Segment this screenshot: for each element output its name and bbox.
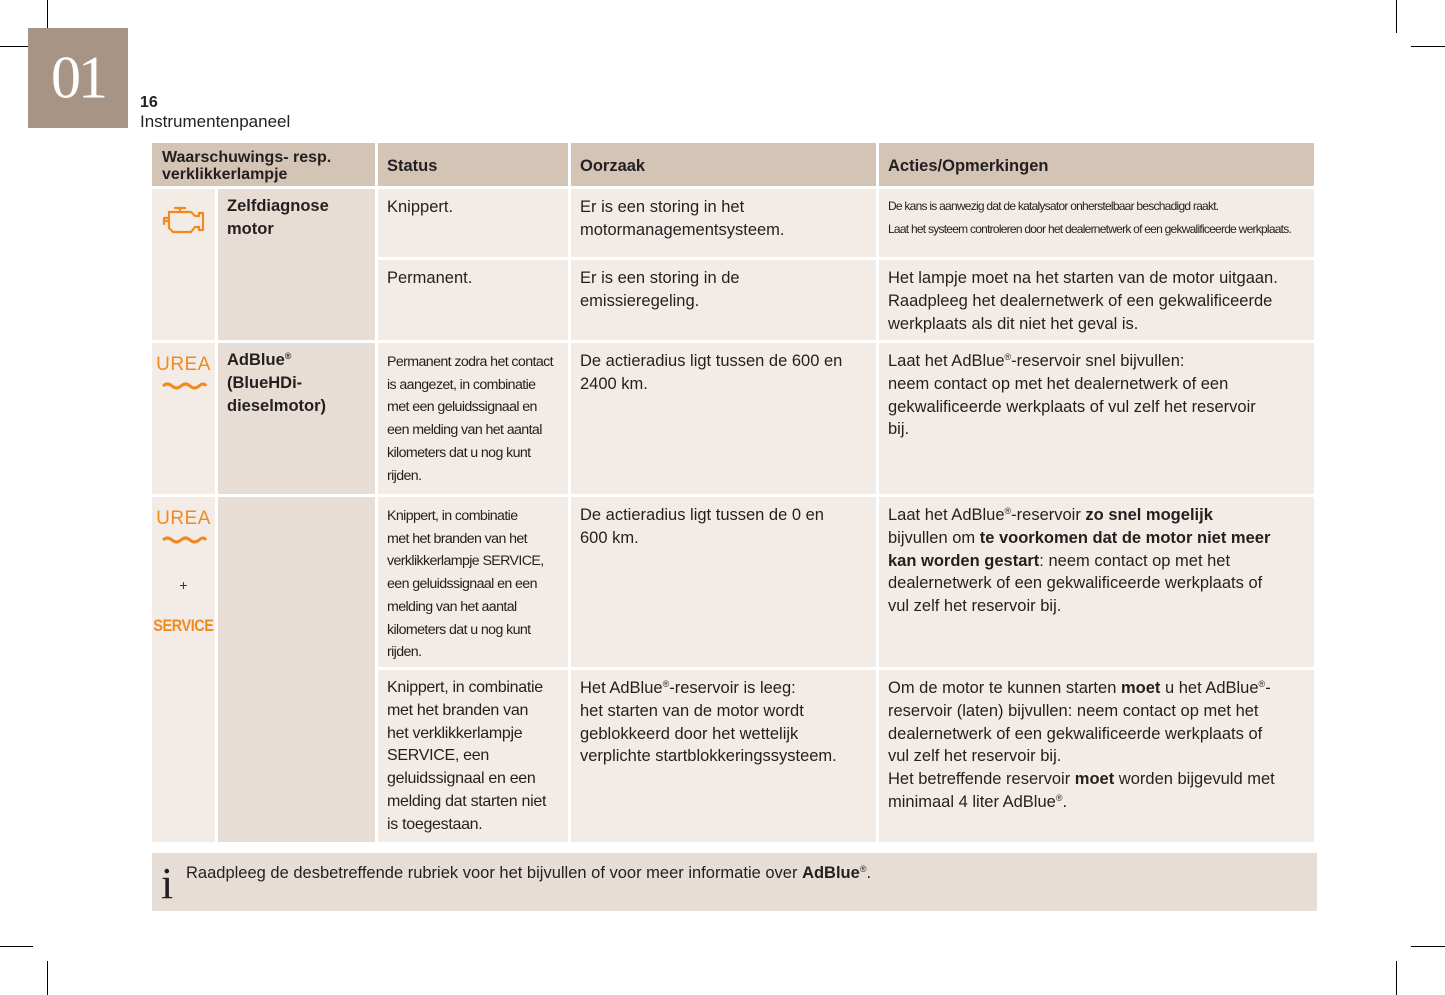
crop-mark — [1396, 0, 1397, 33]
engine-icon-cell — [152, 189, 218, 343]
plus-sign: + — [179, 576, 188, 593]
warning-lamp-table — [152, 143, 1317, 845]
table-cell-actions: Om de motor te kunnen starten moet u het AdBlue®- reservoir (laten) bijvullen: neem contact op met het dealernetwerk of een gekwalificeerde werkplaats of vul zelf het reservoir bij. Het betreffende reservoir moet worden bijgevuld met minimaal 4 liter AdBlue®. — [879, 670, 1317, 845]
header-lamp: Waarschuwings- resp. verklikkerlampje — [152, 143, 378, 189]
crop-mark — [47, 961, 48, 995]
table-cell-status: Permanent zodra het contact is aangezet, in combinatie met een geluidssignaal en een melding van het aantal kilometers dat u nog kunt rijden. — [378, 343, 571, 497]
table-cell-status: Knippert, in combinatie met het branden van het verklikkerlampje SERVICE, een geluidssignaal en een melding dat starten niet is toegestaan. — [378, 670, 571, 845]
urea-label: UREA — [156, 354, 211, 375]
crop-mark — [0, 946, 33, 947]
section-title: Instrumentenpaneel — [140, 112, 291, 131]
page-number: 16 — [140, 94, 158, 111]
crop-mark — [1411, 946, 1445, 947]
header-cause: Oorzaak — [571, 143, 879, 189]
chapter-badge — [28, 28, 128, 128]
table-cell-cause: De actieradius ligt tussen de 600 en 2400 km. — [571, 343, 879, 497]
table-cell-actions: Laat het AdBlue®-reservoir snel bijvullen: neem contact op met het dealernetwerk of een gekwalificeerde werkplaats of vul zelf het reservoir bij. — [879, 343, 1317, 497]
urea-service-icon-cell — [152, 497, 218, 845]
header-status: Status — [378, 143, 571, 189]
urea-wave-icon — [161, 529, 207, 552]
urea-label: UREA — [156, 508, 211, 529]
info-icon: i — [161, 859, 174, 908]
table-cell-actions: Het lampje moet na het starten van de motor uitgaan. Raadpleeg het dealernetwerk of een gekwalificeerde werkplaats als dit niet het geval is. — [879, 260, 1317, 343]
info-text: Raadpleeg de desbetreffende rubriek voor het bijvullen of voor meer informatie over AdBlue®. — [186, 864, 872, 882]
header-actions: Acties/Opmerkingen — [879, 143, 1317, 189]
crop-mark — [1411, 46, 1445, 47]
table-cell-status: Permanent. — [378, 260, 571, 343]
table-cell-actions: De kans is aanwezig dat de katalysator onherstelbaar beschadigd raakt. Laat het systeem controleren door het dealernetwerk of een gekwalificeerde werkplaats. — [879, 189, 1317, 260]
service-label: SERVICE — [153, 615, 214, 635]
engine-label: Zelfdiagnose motor — [218, 189, 378, 343]
table-cell-cause: Er is een storing in de emissieregeling. — [571, 260, 879, 343]
crop-mark — [1396, 961, 1397, 995]
chapter-number: 01 — [51, 44, 105, 111]
urea-service-label — [218, 497, 378, 845]
table-cell-cause: De actieradius ligt tussen de 0 en 600 km. — [571, 497, 879, 670]
urea-wave-icon — [161, 375, 207, 398]
engine-warning-icon — [161, 202, 207, 245]
table-cell-status: Knippert, in combinatie met het branden van het verklikkerlampje SERVICE, een geluidssignaal en een melding van het aantal kilometers dat u nog kunt rijden. — [378, 497, 571, 670]
table-cell-cause: Het AdBlue®-reservoir is leeg: het starten van de motor wordt geblokkeerd door het wettelijk verplichte startblokkeringssysteem. — [571, 670, 879, 845]
table-cell-cause: Er is een storing in het motormanagementsysteem. — [571, 189, 879, 260]
table-cell-status: Knippert. — [378, 189, 571, 260]
table-cell-actions: Laat het AdBlue®-reservoir zo snel mogelijk bijvullen om te voorkomen dat de motor niet meer kan worden gestart: neem contact op met het dealernetwerk of een gekwalificeerde werkplaats of vul zelf het reservoir bij. — [879, 497, 1317, 670]
adblue-label: AdBlue® (BlueHDi- dieselmotor) — [218, 343, 378, 497]
urea-icon-cell — [152, 343, 218, 497]
